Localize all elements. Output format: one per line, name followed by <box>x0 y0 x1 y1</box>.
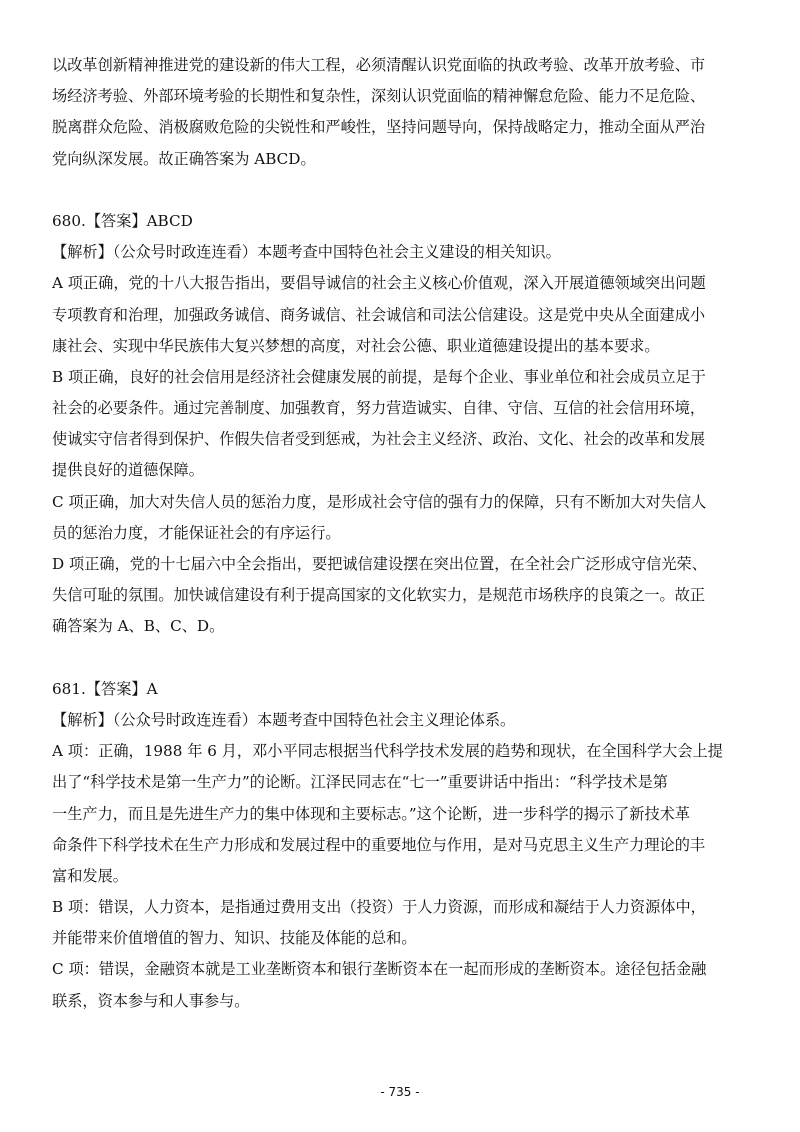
text-line: 社会的必要条件。通过完善制度、加强教育，努力营造诚实、自律、守信、互信的社会信用环境， <box>52 399 706 418</box>
answer-section-681 <box>52 674 752 1017</box>
text-line: 康社会、实现中华民族伟大复兴梦想的高度，对社会公德、职业道德建设提出的基本要求。 <box>52 336 660 355</box>
analysis-heading: 【解析】（公众号时政连连看）本题考查中国特色社会主义建设的相关知识。 <box>52 243 561 262</box>
text-line: 富和发展。 <box>52 866 128 885</box>
text-line: A 项：正确，1988 年 6 月，邓小平同志根据当代科学技术发展的趋势和现状，在全国科学大会上提 <box>52 742 723 761</box>
text-line: B 项：错误，人力资本，是指通过费用支出（投资）于人力资源，而形成和凝结于人力资源体中， <box>52 898 706 917</box>
text-line: B 项正确，良好的社会信用是经济社会健康发展的前提，是每个企业、事业单位和社会成员立足于 <box>52 367 706 386</box>
text-line: 并能带来价值增值的智力、知识、技能及体能的总和。 <box>52 929 417 948</box>
text-line: 联系，资本参与和人事参与。 <box>52 991 250 1010</box>
page-body <box>52 50 752 1017</box>
text-line: C 项：错误，金融资本就是工业垄断资本和银行垄断资本在一起而形成的垄断资本。途径包括金融 <box>52 960 707 979</box>
text-line: 确答案为 A、B、C、D。 <box>52 617 225 636</box>
text-line: 党向纵深发展。故正确答案为 ABCD。 <box>52 149 316 168</box>
intro-paragraph <box>52 50 752 175</box>
answer-heading: 680.【答案】ABCD <box>52 211 193 230</box>
text-line: 提供良好的道德保障。 <box>52 461 204 480</box>
text-line: A 项正确，党的十八大报告指出，要倡导诚信的社会主义核心价值观，深入开展道德领域突出问题 <box>52 274 706 293</box>
analysis-heading: 【解析】（公众号时政连连看）本题考查中国特色社会主义理论体系。 <box>52 710 516 729</box>
text-line: 命条件下科学技术在生产力形成和发展过程中的重要地位与作用，是对马克思主义生产力理论的丰 <box>52 835 706 854</box>
text-line: 场经济考验、外部环境考验的长期性和复杂性，深刻认识党面临的精神懈怠危险、能力不足危险、 <box>52 87 706 106</box>
answer-heading: 681.【答案】A <box>52 679 158 698</box>
text-line: 出了“科学技术是第一生产力”的论断。江泽民同志在“七一”重要讲话中指出：“科学技术是第 <box>52 773 668 792</box>
text-line: 专项教育和治理，加强政务诚信、商务诚信、社会诚信和司法公信建设。这是党中央从全面建成小 <box>52 305 706 324</box>
text-line: 以改革创新精神推进党的建设新的伟大工程，必须清醒认识党面临的执政考验、改革开放考验、市 <box>52 56 706 74</box>
text-line: 员的惩治力度，才能保证社会的有序运行。 <box>52 523 341 542</box>
section-spacer <box>52 643 752 674</box>
page-number: - 735 - <box>380 1085 420 1099</box>
text-line: 使诚实守信者得到保护、作假失信者受到惩戒，为社会主义经济、政治、文化、社会的改革和发展 <box>52 430 706 449</box>
text-line: D 项正确，党的十七届六中全会指出，要把诚信建设摆在突出位置，在全社会广泛形成守信光荣、 <box>52 555 707 573</box>
answer-section-680 <box>52 206 752 643</box>
text-line: C 项正确，加大对失信人员的惩治力度，是形成社会守信的强有力的保障，只有不断加大对失信人 <box>52 492 707 511</box>
text-line: 脱离群众危险、消极腐败危险的尖锐性和严峻性，坚持问题导向，保持战略定力，推动全面从严治 <box>52 118 706 137</box>
text-line: 一生产力，而且是先进生产力的集中体现和主要标志。”这个论断，进一步科学的揭示了新技术革 <box>52 804 691 823</box>
text-line: 失信可耻的氛围。加快诚信建设有利于提高国家的文化软实力，是规范市场秩序的良策之一。故正 <box>52 586 706 605</box>
section-spacer <box>52 175 752 206</box>
